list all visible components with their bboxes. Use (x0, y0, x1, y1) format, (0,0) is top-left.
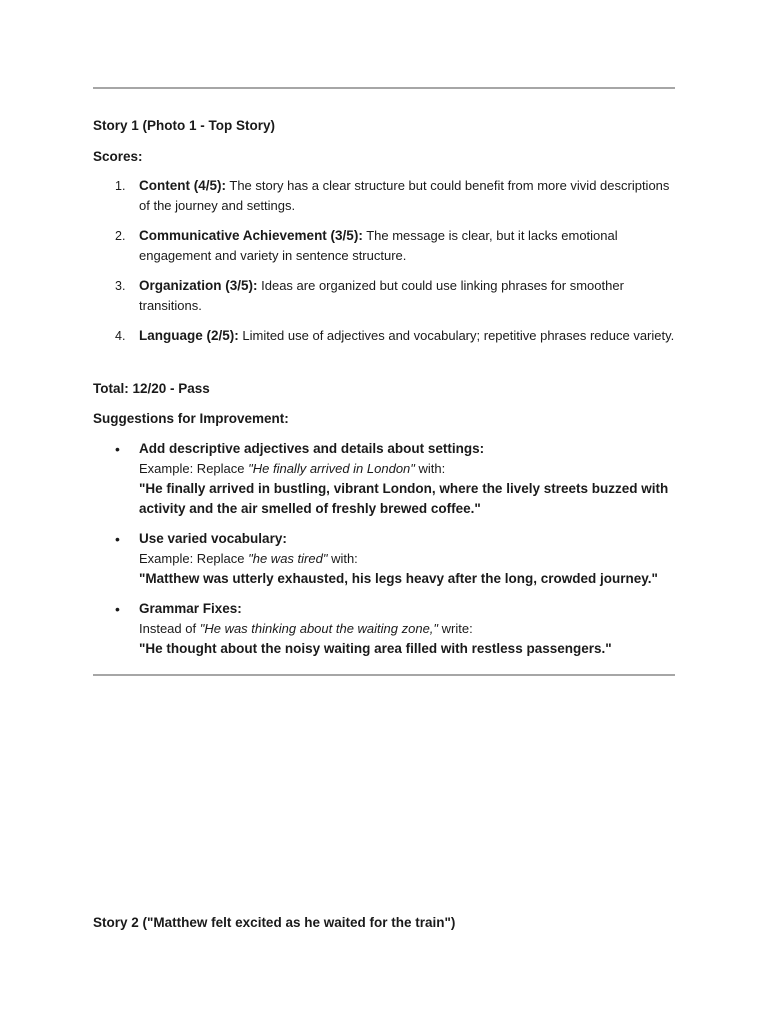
suggestion-example (139, 459, 675, 479)
criterion-comment: Limited use of adjectives and vocabulary; repetitive phrases reduce variety. (238, 328, 675, 343)
criterion-name: Content (4/5): (139, 178, 226, 193)
suggestion-title: Add descriptive adjectives and details about settings: (139, 441, 485, 456)
suggestion-item-adjectives (93, 439, 675, 519)
horizontal-rule-bottom (93, 674, 675, 676)
suggestion-item-grammar (93, 599, 675, 659)
total-score: Total: 12/20 - Pass (93, 381, 210, 396)
example-prefix: Instead of (139, 621, 200, 636)
criterion-comment: Ideas are organized but could use linking phrases for smoother transitions. (139, 278, 624, 313)
suggestions-label: Suggestions for Improvement: (93, 411, 289, 426)
criterion-name: Organization (3/5): (139, 278, 258, 293)
list-number: 2. (115, 229, 126, 243)
example-suffix: write: (438, 621, 473, 636)
list-number: 4. (115, 329, 126, 343)
suggestion-rewrite: "He thought about the noisy waiting area filled with restless passengers." (139, 641, 612, 656)
scores-label: Scores: (93, 149, 143, 164)
example-prefix: Example: Replace (139, 461, 249, 476)
score-item-language (93, 326, 675, 346)
example-suffix: with: (414, 461, 446, 476)
suggestion-rewrite: "Matthew was utterly exhausted, his legs heavy after the long, crowded journey." (139, 571, 658, 586)
example-quote: "He finally arrived in London" (248, 461, 415, 476)
score-item-organization (93, 276, 675, 316)
suggestion-rewrite: "He finally arrived in bustling, vibrant London, where the lively streets buzzed with activity and the air smelled of freshly brewed coffee." (139, 481, 669, 516)
criterion-comment: The message is clear, but it lacks emotional engagement and variety in sentence structure. (139, 228, 618, 263)
suggestion-example (139, 619, 675, 639)
example-prefix: Example: Replace (139, 551, 249, 566)
criterion-name: Communicative Achievement (3/5): (139, 228, 363, 243)
suggestion-title: Grammar Fixes: (139, 601, 242, 616)
bullet-icon: • (115, 441, 120, 457)
list-number: 3. (115, 279, 126, 293)
example-suffix: with: (327, 551, 358, 566)
suggestion-title: Use varied vocabulary: (139, 531, 287, 546)
example-quote: "he was tired" (248, 551, 328, 566)
example-quote: "He was thinking about the waiting zone," (199, 621, 439, 636)
horizontal-rule-top (93, 87, 675, 89)
document-page (93, 0, 675, 1024)
criterion-comment: The story has a clear structure but could benefit from more vivid descriptions of the journey and settings. (139, 178, 670, 213)
suggestions-list (93, 439, 675, 669)
list-number: 1. (115, 179, 126, 193)
suggestion-item-vocabulary (93, 529, 675, 589)
bullet-icon: • (115, 601, 120, 617)
criterion-name: Language (2/5): (139, 328, 239, 343)
suggestion-example (139, 549, 675, 569)
bullet-icon: • (115, 531, 120, 547)
scores-list (93, 176, 675, 356)
score-item-communicative-achievement (93, 226, 675, 266)
score-item-content (93, 176, 675, 216)
story-2-title: Story 2 ("Matthew felt excited as he waited for the train") (93, 915, 456, 930)
story-1-title: Story 1 (Photo 1 - Top Story) (93, 118, 275, 133)
